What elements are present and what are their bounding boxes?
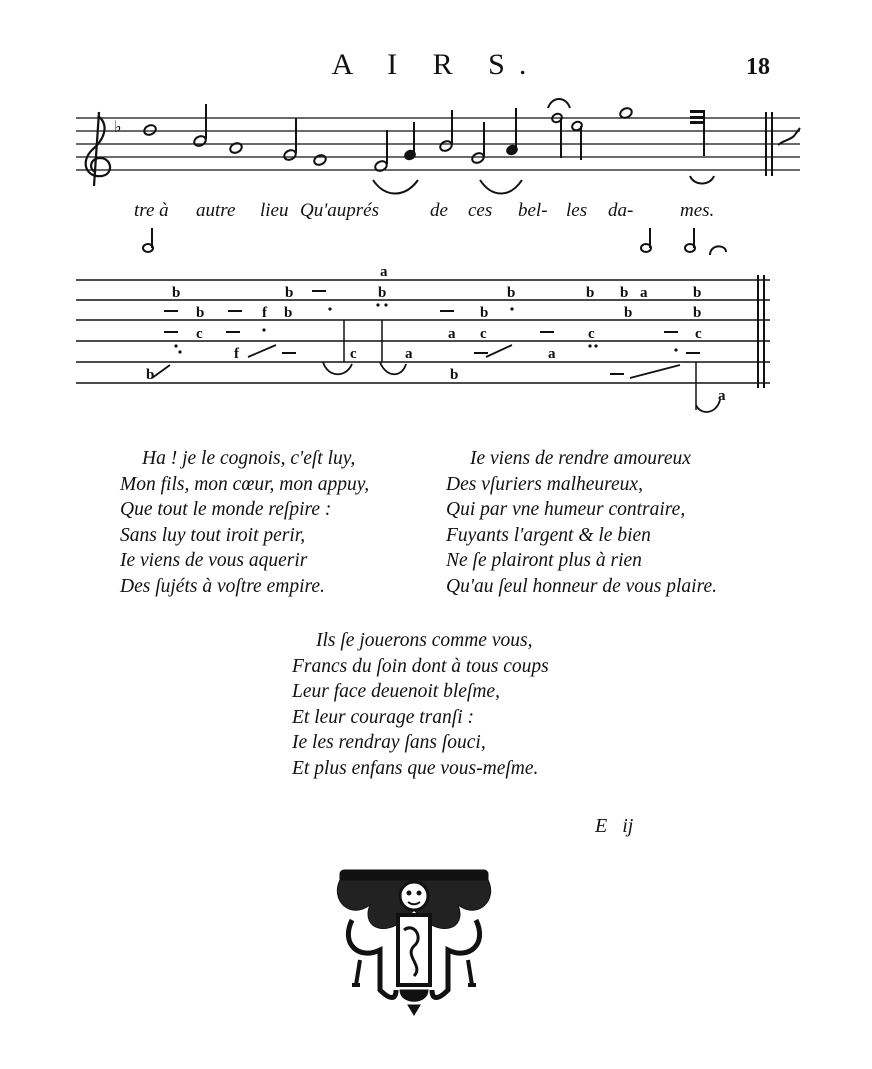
treble-clef-icon — [86, 112, 110, 186]
tab-letter: c — [196, 326, 203, 342]
tab-letter: c — [350, 346, 357, 362]
tab-letter: a — [448, 326, 456, 342]
stanza-3 — [292, 628, 549, 781]
verse-line: Que tout le monde reſpire : — [120, 499, 332, 520]
tab-letter: c — [695, 326, 702, 342]
tab-letter: b — [378, 285, 387, 301]
verse-line: Ie viens de rendre amoureux — [470, 448, 691, 469]
flat-sign-icon: ♭ — [114, 117, 122, 136]
running-title: A I R S. — [331, 48, 541, 81]
signature-mark: E ij — [595, 815, 634, 837]
verse-line: Des ſujéts à voſtre empire. — [120, 575, 325, 597]
tab-letter: a — [405, 346, 413, 362]
verse-line: Des vſuriers malheureux, — [446, 473, 643, 495]
verse-line: Sans luy tout iroit perir, — [120, 524, 306, 546]
tab-letter: a — [548, 346, 556, 362]
tab-letter: b — [693, 285, 702, 301]
vocal-notes — [143, 99, 714, 194]
verse-line: Ils ſe jouerons comme vous, — [316, 630, 533, 651]
verse-line: Qu'au ſeul honneur de vous plaire. — [446, 575, 717, 597]
tab-letter: b — [146, 367, 155, 383]
lyric-syllable: da- — [608, 200, 634, 221]
verse-line: Et plus enfans que vous-meſme. — [292, 757, 539, 779]
rhythm-flags — [143, 228, 726, 255]
tab-letter: f — [234, 346, 239, 362]
verse-line: Ha ! je le cognois, c'eſt luy, — [142, 448, 356, 469]
lyric-syllable: tre à — [134, 200, 169, 221]
stanza-1 — [120, 446, 369, 599]
tab-letter: c — [480, 326, 487, 342]
tab-letter: b — [284, 305, 293, 321]
lyric-syllable: ces — [468, 200, 493, 221]
lyric-syllable: les — [566, 200, 588, 221]
lyric-syllable: lieu — [260, 200, 289, 221]
tab-letter: b — [620, 285, 629, 301]
verse-line: Fuyants l'argent & le bien — [446, 524, 651, 546]
tab-letter: b — [172, 285, 181, 301]
verse-line: Ie les rendray ſans ſouci, — [292, 732, 486, 753]
tab-letter: c — [588, 326, 595, 342]
tab-letter: b — [586, 285, 595, 301]
verse-line: Mon fils, mon cœur, mon appuy, — [120, 473, 370, 495]
rest-marks — [690, 110, 704, 156]
tab-letter: a — [380, 264, 388, 280]
verse-line: Ie viens de vous aquerir — [120, 550, 308, 571]
lyric-syllable: autre — [196, 200, 236, 221]
tab-letter: b — [624, 305, 633, 321]
tab-letter: b — [480, 305, 489, 321]
verse-line: Francs du ſoin dont à tous coups — [292, 655, 549, 677]
verse-line: Leur face deuenoit bleſme, — [292, 681, 500, 702]
tab-letter: b — [693, 305, 702, 321]
fleuron-ornament — [337, 870, 490, 1015]
tab-letter: a — [718, 388, 726, 404]
tab-letter: b — [450, 367, 459, 383]
verse-line: Qui par vne humeur contraire, — [446, 499, 686, 520]
stanza-2 — [446, 446, 717, 599]
lyric-syllable: de — [430, 200, 448, 221]
tab-letter: b — [196, 305, 205, 321]
tab-letter: f — [262, 305, 267, 321]
lyric-syllable: Qu'auprés — [300, 200, 380, 221]
tab-letter: b — [285, 285, 294, 301]
tab-letter: b — [507, 285, 516, 301]
lyric-syllable: mes. — [680, 200, 715, 221]
tab-letter: a — [640, 285, 648, 301]
lyric-syllable: bel- — [518, 200, 548, 221]
verse-line: Ne ſe plairont plus à rien — [446, 550, 642, 571]
verse-line: Et leur courage tranſi : — [292, 706, 474, 728]
page-number: 18 — [746, 54, 770, 80]
